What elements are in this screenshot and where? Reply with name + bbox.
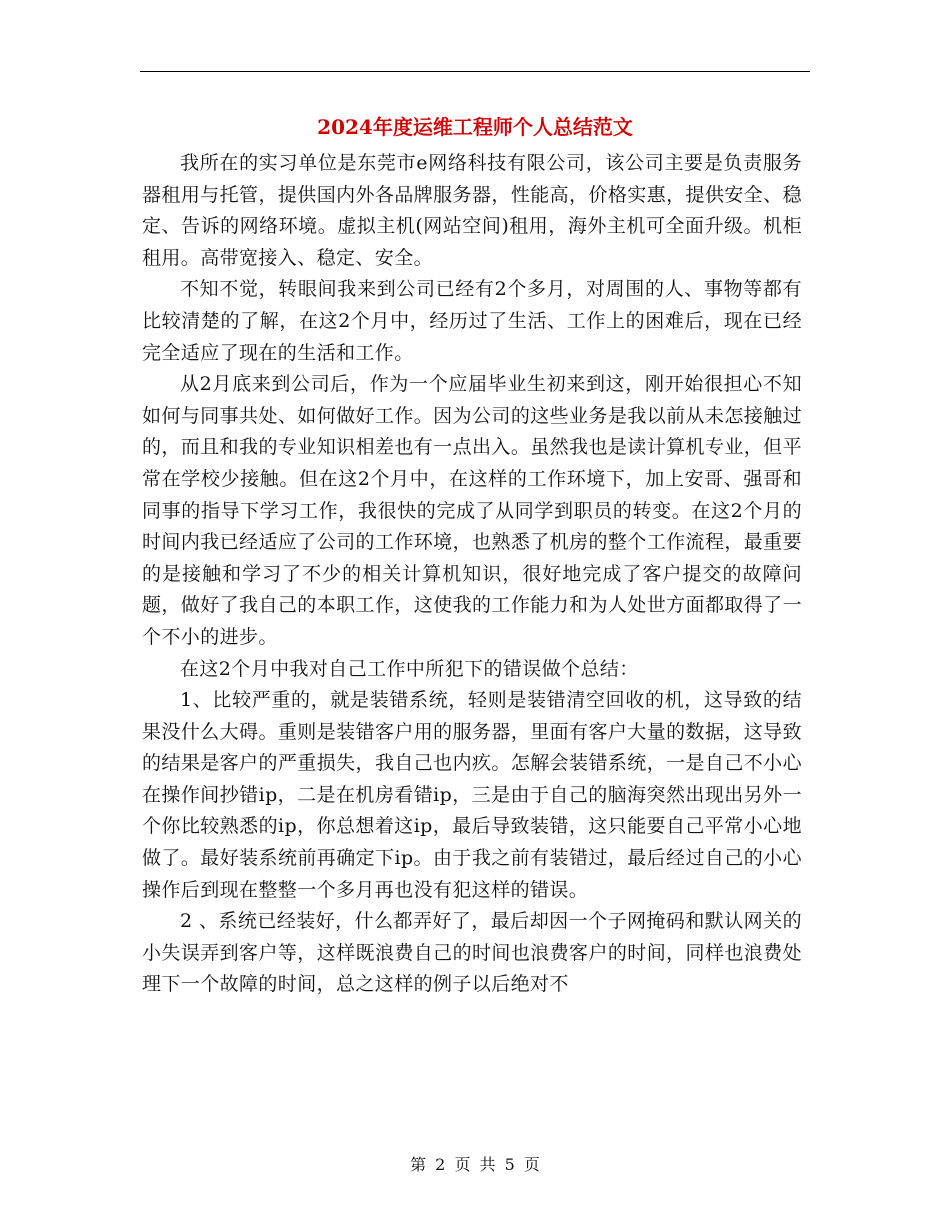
paragraph-mistake-2: 2 、系统已经装好，什么都弄好了，最后却因一个子网掩码和默认网关的小失误弄到客户等，这样既浪费自己的时间也浪费客户的时间，同样也浪费处理下一个故障的时间，总之这样的例子以后绝对不	[142, 910, 802, 996]
paragraph-time: 不知不觉，转眼间我来到公司已经有2个多月，对周围的人、事物等都有比较清楚的了解，在这2个月中，经历过了生活、工作上的困难后，现在已经完全适应了现在的生活和工作。	[142, 278, 802, 364]
document-title: 2024年度运维工程师个人总结范文	[317, 115, 633, 139]
document-body	[142, 148, 802, 1001]
paragraph-intro: 我所在的实习单位是东莞市e网络科技有限公司，该公司主要是负责服务器租用与托管，提供国内外各品牌服务器，性能高，价格实惠，提供安全、稳定、告诉的网络环境。虚拟主机(网站空间)租用，海外主机可全面升级。机柜租用。高带宽接入、稳定、安全。	[142, 152, 802, 269]
paragraph-mistake-1: 1、比较严重的，就是装错系统，轻则是装错清空回收的机，这导致的结果没什么大碍。重则是装错客户用的服务器，里面有客户大量的数据，这导致的结果是客户的严重损失，我自己也内疚。怎解会装错系统，一是自己不小心在操作间抄错ip，二是在机房看错ip，三是由于自己的脑海突然出现出另外一个你比较熟悉的ip，你总想着这ip，最后导致装错，这只能要自己平常小心地做了。最好装系统前再确定下ip。由于我之前有装错过，最后经过自己的小心操作后到现在整整一个多月再也没有犯这样的错误。	[142, 689, 802, 901]
paragraph-adaptation: 从2月底来到公司后，作为一个应届毕业生初来到这，刚开始很担心不知如何与同事共处、如何做好工作。因为公司的这些业务是我以前从未怎接触过的，而且和我的专业知识相差也有一点出入。虽然我也是读计算机专业，但平常在学校少接触。但在这2个月中，在这样的工作环境下，加上安哥、强哥和同事的指导下学习工作，我很快的完成了从同学到职员的转变。在这2个月的时间内我已经适应了公司的工作环境，也熟悉了机房的整个工作流程，最重要的是接触和学习了不少的相关计算机知识，很好地完成了客户提交的故障问题，做好了我自己的本职工作，这使我的工作能力和为人处世方面都取得了一个不小的进步。	[142, 373, 802, 648]
header-rule	[140, 71, 810, 72]
paragraph-summary-intro: 在这2个月中我对自己工作中所犯下的错误做个总结：	[180, 657, 639, 680]
page-number-footer: 第 2 页 共 5 页	[410, 1155, 540, 1174]
